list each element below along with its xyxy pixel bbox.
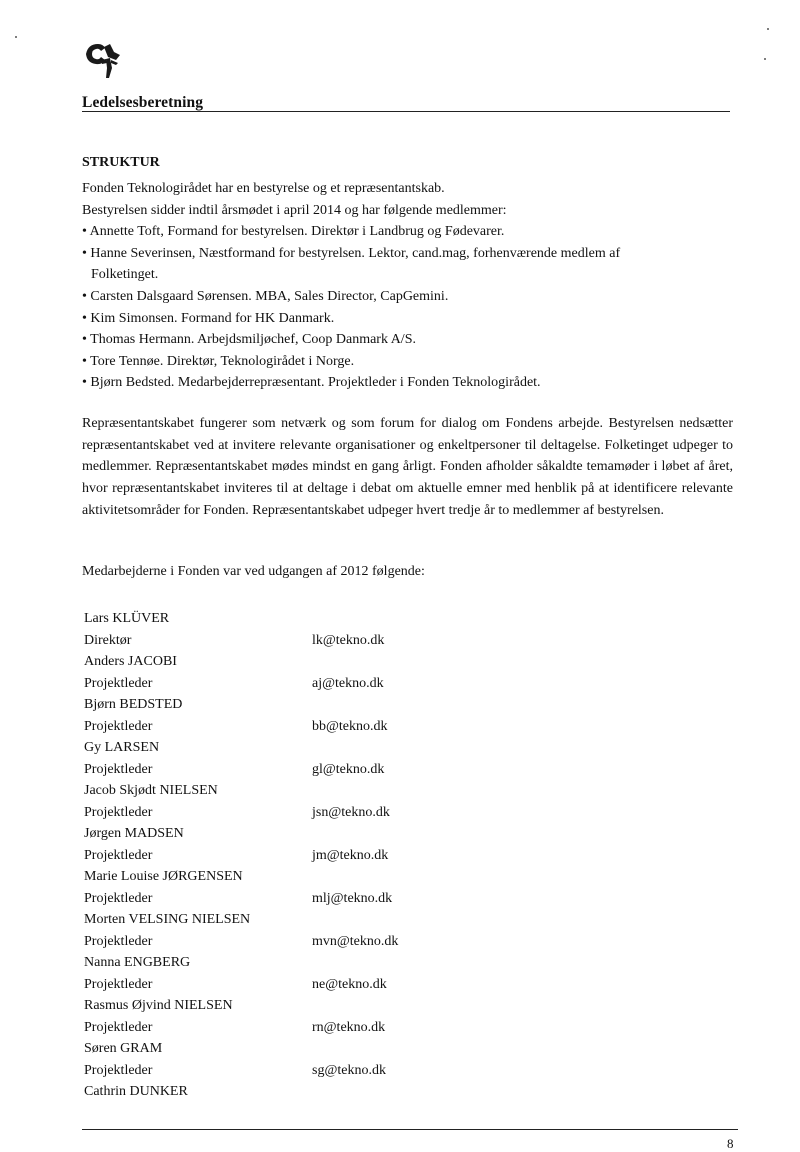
staff-intro: Medarbejderne i Fonden var ved udgangen af 2012 følgende: <box>82 564 425 579</box>
staff-email: rn@tekno.dk <box>312 1019 386 1035</box>
staff-name: Morten VELSING NIELSEN <box>84 912 251 927</box>
header-divider <box>82 111 730 112</box>
staff-role: Projektleder <box>84 976 153 992</box>
staff-role-row <box>84 974 504 996</box>
staff-role: Direktør <box>84 632 132 648</box>
staff-role: Projektleder <box>84 761 153 777</box>
board-member-item: • Tore Tennøe. Direktør, Teknologirådet i Norge. <box>82 353 355 369</box>
representative-paragraph: Repræsentantskabet fungerer som netværk og som forum for dialog om Fondens arbejde. Bestyrelsen nedsætter repræsentantskabet ved at invitere relevante organisationer og enkeltpersoner til deltagelse. Folketinget udpeger to medlemmer. Repræsentantskabet mødes mindst en gang årligt. Fonden afholder såkaldte temamøder i løbet af året, hvor repræsentantskabet inviteres til at deltage i debat om aktuelle emner med henblik på at identificere relevante aktivitetsområder for Fonden. Repræsentantskabet udpeger hvert tredje år to medlemmer af bestyrelsen. <box>82 416 733 518</box>
intro-line: Fonden Teknologirådet har en bestyrelse og et repræsentantskab. <box>82 181 445 196</box>
board-member-item: • Carsten Dalsgaard Sørensen. MBA, Sales Director, CapGemini. <box>82 288 449 304</box>
staff-role: Projektleder <box>84 675 153 691</box>
staff-role-row <box>84 1017 504 1039</box>
staff-email: jm@tekno.dk <box>312 847 389 863</box>
staff-email: sg@tekno.dk <box>312 1062 386 1078</box>
page-number: 8 <box>727 1136 734 1151</box>
staff-role: Projektleder <box>84 933 153 949</box>
board-member-item: • Annette Toft, Formand for bestyrelsen. Direktør i Landbrug og Fødevarer. <box>82 224 505 240</box>
staff-name: Jørgen MADSEN <box>84 826 184 841</box>
page-title: Ledelsesberetning <box>82 94 204 111</box>
board-member-item: • Bjørn Bedsted. Medarbejderrepræsentant. Projektleder i Fonden Teknologirådet. <box>82 375 541 391</box>
staff-role: Projektleder <box>84 890 153 906</box>
board-member-item: • Hanne Severinsen, Næstformand for bestyrelsen. Lektor, cand.mag, forhenværende medlem af <box>82 245 621 261</box>
footer-divider <box>82 1129 738 1130</box>
section-heading-struktur: STRUKTUR <box>82 155 160 170</box>
staff-role: Projektleder <box>84 847 153 863</box>
staff-role-row <box>84 759 504 781</box>
staff-name: Bjørn BEDSTED <box>84 697 183 712</box>
staff-email: bb@tekno.dk <box>312 718 388 734</box>
staff-role-row <box>84 845 504 867</box>
scan-speck <box>15 36 17 38</box>
staff-role: Projektleder <box>84 1062 153 1078</box>
board-member-item: • Kim Simonsen. Formand for HK Danmark. <box>82 310 335 326</box>
staff-role: Projektleder <box>84 804 153 820</box>
staff-name: Rasmus Øjvind NIELSEN <box>84 998 233 1013</box>
staff-email: mlj@tekno.dk <box>312 890 393 906</box>
structure-text-block <box>82 178 742 394</box>
staff-name: Lars KLÜVER <box>84 611 170 626</box>
staff-role-row <box>84 1060 504 1082</box>
staff-email: lk@tekno.dk <box>312 632 385 648</box>
staff-email: gl@tekno.dk <box>312 761 385 777</box>
staff-name: Jacob Skjødt NIELSEN <box>84 783 218 798</box>
staff-list <box>84 608 504 1103</box>
teknologiraadet-logo-icon <box>80 38 122 80</box>
staff-role-row <box>84 716 504 738</box>
staff-role: Projektleder <box>84 1019 153 1035</box>
staff-role-row <box>84 630 504 652</box>
staff-name: Cathrin DUNKER <box>84 1084 188 1099</box>
board-member-item: • Thomas Hermann. Arbejdsmiljøchef, Coop Danmark A/S. <box>82 332 416 348</box>
staff-role-row <box>84 931 504 953</box>
staff-name: Søren GRAM <box>84 1041 163 1056</box>
staff-name: Anders JACOBI <box>84 654 177 669</box>
scan-speck <box>764 58 766 60</box>
scan-speck <box>767 28 769 30</box>
staff-email: mvn@tekno.dk <box>312 933 399 949</box>
staff-role: Projektleder <box>84 718 153 734</box>
staff-role-row <box>84 802 504 824</box>
staff-name: Gy LARSEN <box>84 740 160 755</box>
staff-email: aj@tekno.dk <box>312 675 384 691</box>
staff-name: Nanna ENGBERG <box>84 955 191 970</box>
staff-name: Marie Louise JØRGENSEN <box>84 869 243 884</box>
staff-role-row <box>84 673 504 695</box>
intro-line: Bestyrelsen sidder indtil årsmødet i april 2014 og har følgende medlemmer: <box>82 202 507 218</box>
staff-email: jsn@tekno.dk <box>312 804 390 820</box>
staff-email: ne@tekno.dk <box>312 976 387 992</box>
staff-role-row <box>84 888 504 910</box>
board-member-item-continuation: Folketinget. <box>91 267 159 283</box>
